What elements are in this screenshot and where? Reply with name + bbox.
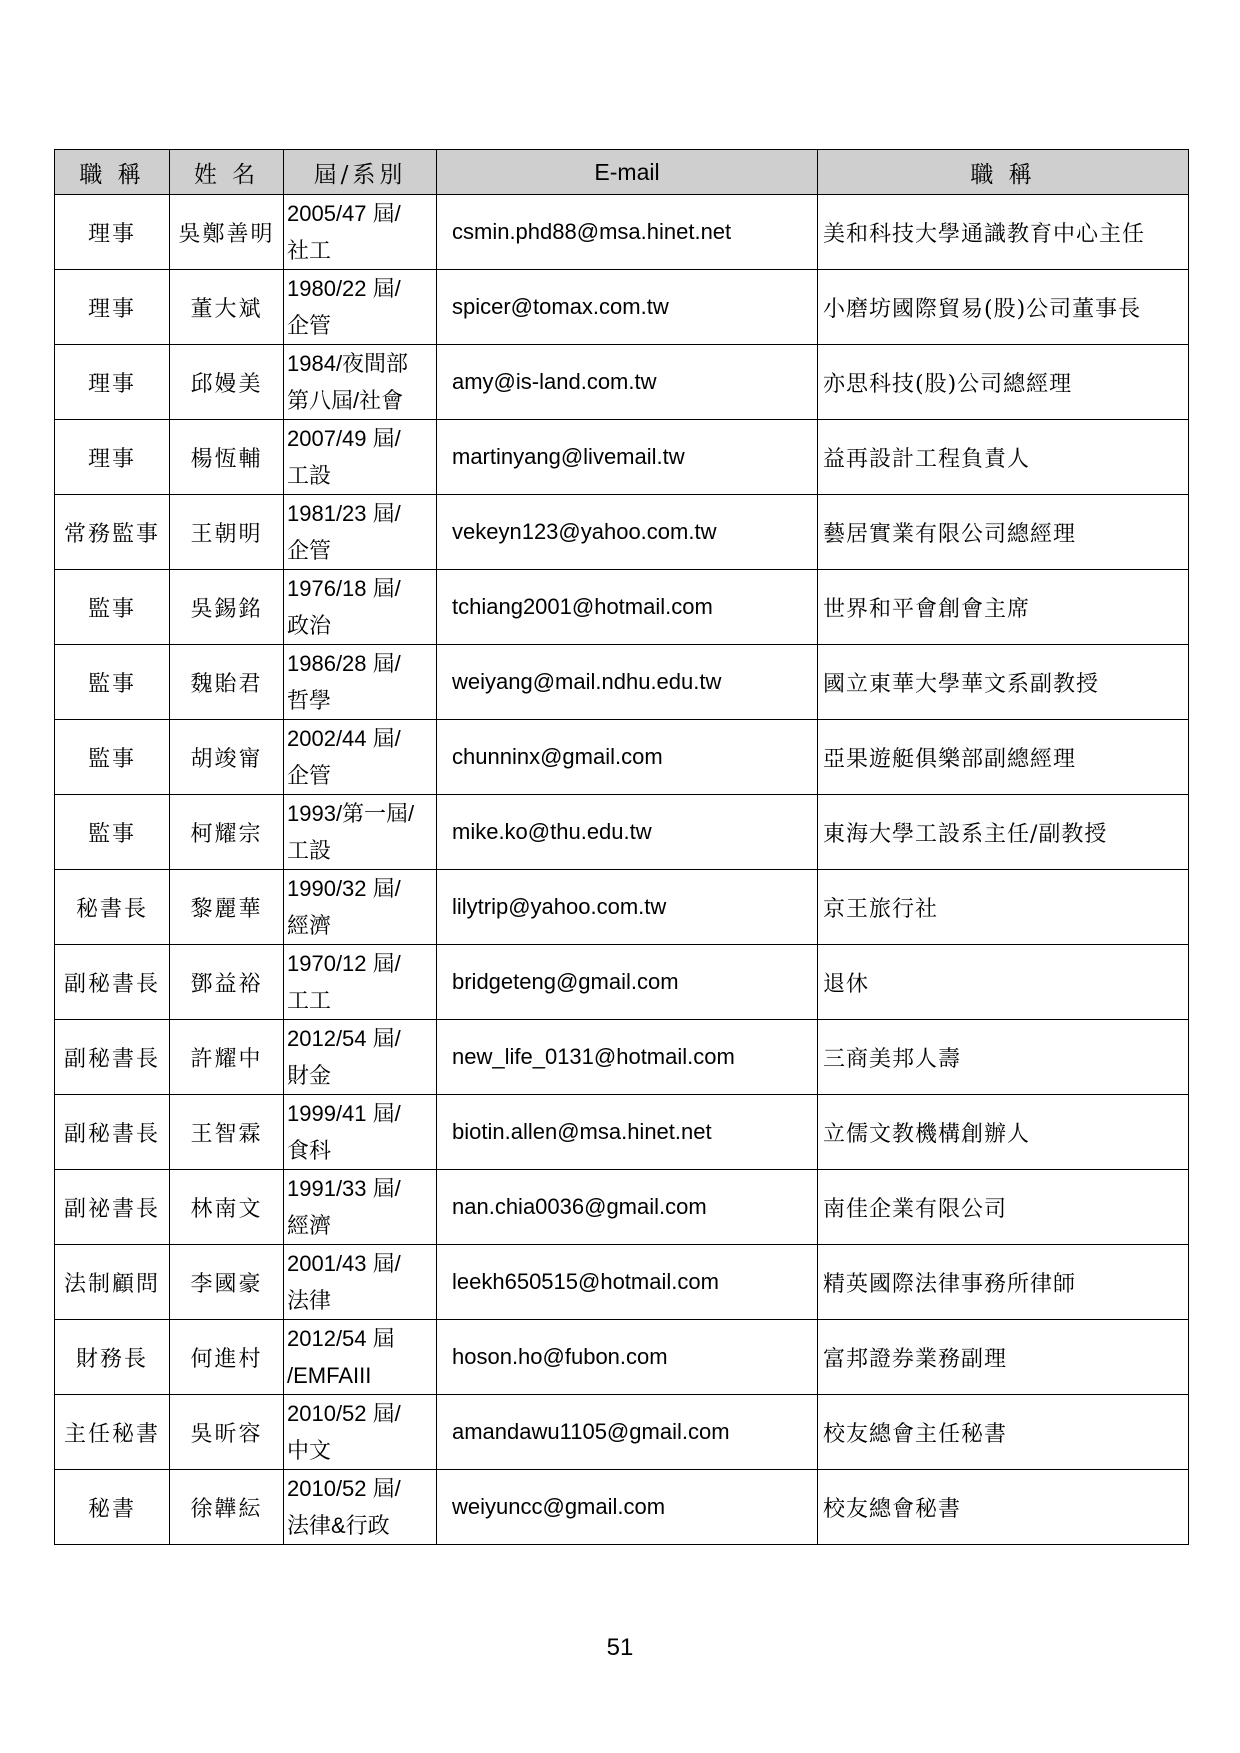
table-row — [55, 345, 1189, 420]
cell-job: 世界和平會創會主席 — [818, 570, 1189, 645]
cell-name: 吳昕容 — [170, 1395, 284, 1470]
cell-title: 副秘書長 — [55, 1095, 170, 1170]
class-text: 2010/52 屆/ 中文 — [287, 1401, 401, 1463]
class-text: 2012/54 屆 /EMFAIII — [287, 1326, 395, 1388]
cell-name: 胡竣甯 — [170, 720, 284, 795]
table-row — [55, 270, 1189, 345]
cell-class — [284, 645, 437, 720]
cell-email: amy@is-land.com.tw — [437, 345, 818, 420]
class-text: 2012/54 屆/ 財金 — [287, 1026, 401, 1088]
cell-name: 王智霖 — [170, 1095, 284, 1170]
cell-title: 秘書 — [55, 1470, 170, 1545]
cell-email: chunninx@gmail.com — [437, 720, 818, 795]
table-row — [55, 195, 1189, 270]
table-row — [55, 1245, 1189, 1320]
cell-name: 魏貽君 — [170, 645, 284, 720]
cell-email: hoson.ho@fubon.com — [437, 1320, 818, 1395]
cell-title: 理事 — [55, 345, 170, 420]
cell-class — [284, 420, 437, 495]
header-name: 姓 名 — [170, 150, 284, 195]
cell-name: 柯耀宗 — [170, 795, 284, 870]
cell-job: 退休 — [818, 945, 1189, 1020]
cell-name: 邱嫚美 — [170, 345, 284, 420]
class-text: 1993/第一屆/ 工設 — [287, 801, 415, 863]
cell-name: 鄧益裕 — [170, 945, 284, 1020]
cell-name: 王朝明 — [170, 495, 284, 570]
cell-class — [284, 870, 437, 945]
class-text: 1986/28 屆/ 哲學 — [287, 651, 401, 713]
class-text: 1981/23 屆/ 企管 — [287, 501, 401, 563]
cell-title: 秘書長 — [55, 870, 170, 945]
table-row — [55, 1470, 1189, 1545]
cell-job: 小磨坊國際貿易(股)公司董事長 — [818, 270, 1189, 345]
class-text: 2002/44 屆/ 企管 — [287, 726, 401, 788]
cell-title: 主任秘書 — [55, 1395, 170, 1470]
cell-class — [284, 195, 437, 270]
table-row — [55, 1095, 1189, 1170]
cell-title: 監事 — [55, 570, 170, 645]
cell-title: 財務長 — [55, 1320, 170, 1395]
cell-email: leekh650515@hotmail.com — [437, 1245, 818, 1320]
cell-job: 益再設計工程負責人 — [818, 420, 1189, 495]
table-row — [55, 795, 1189, 870]
cell-email: weiyuncc@gmail.com — [437, 1470, 818, 1545]
cell-job: 三商美邦人壽 — [818, 1020, 1189, 1095]
cell-class — [284, 345, 437, 420]
cell-title: 監事 — [55, 645, 170, 720]
cell-email: nan.chia0036@gmail.com — [437, 1170, 818, 1245]
cell-email: lilytrip@yahoo.com.tw — [437, 870, 818, 945]
cell-email: amandawu1105@gmail.com — [437, 1395, 818, 1470]
cell-title: 法制顧問 — [55, 1245, 170, 1320]
class-text: 2005/47 屆/ 社工 — [287, 201, 401, 263]
table-row — [55, 420, 1189, 495]
header-title: 職 稱 — [55, 150, 170, 195]
cell-name: 黎麗華 — [170, 870, 284, 945]
table-row — [55, 570, 1189, 645]
cell-class — [284, 1395, 437, 1470]
cell-class — [284, 270, 437, 345]
table-row — [55, 945, 1189, 1020]
cell-name: 楊恆輔 — [170, 420, 284, 495]
cell-name: 林南文 — [170, 1170, 284, 1245]
cell-name: 李國豪 — [170, 1245, 284, 1320]
cell-class — [284, 495, 437, 570]
cell-class — [284, 1320, 437, 1395]
cell-email: weiyang@mail.ndhu.edu.tw — [437, 645, 818, 720]
cell-email: csmin.phd88@msa.hinet.net — [437, 195, 818, 270]
cell-email: new_life_0131@hotmail.com — [437, 1020, 818, 1095]
cell-job: 藝居實業有限公司總經理 — [818, 495, 1189, 570]
class-text: 1980/22 屆/ 企管 — [287, 276, 401, 338]
table-row — [55, 1170, 1189, 1245]
cell-job: 富邦證券業務副理 — [818, 1320, 1189, 1395]
cell-title: 監事 — [55, 795, 170, 870]
cell-class — [284, 720, 437, 795]
cell-name: 徐韡紜 — [170, 1470, 284, 1545]
cell-job: 京王旅行社 — [818, 870, 1189, 945]
class-text: 1976/18 屆/ 政治 — [287, 576, 401, 638]
class-text: 2001/43 屆/ 法律 — [287, 1251, 401, 1313]
cell-title: 副秘書長 — [55, 945, 170, 1020]
cell-job: 南佳企業有限公司 — [818, 1170, 1189, 1245]
header-email: E-mail — [437, 150, 818, 195]
alumni-officer-table — [54, 149, 1189, 1545]
cell-name: 吳鄭善明 — [170, 195, 284, 270]
class-text: 1984/夜間部 第八屆/社會 — [287, 351, 409, 413]
cell-class — [284, 795, 437, 870]
class-text: 2007/49 屆/ 工設 — [287, 426, 401, 488]
cell-name: 吳錫銘 — [170, 570, 284, 645]
cell-job: 校友總會主任秘書 — [818, 1395, 1189, 1470]
header-class: 屆/系別 — [284, 150, 437, 195]
cell-job: 校友總會秘書 — [818, 1470, 1189, 1545]
table-row — [55, 720, 1189, 795]
cell-class — [284, 945, 437, 1020]
cell-title: 副祕書長 — [55, 1170, 170, 1245]
cell-email: bridgeteng@gmail.com — [437, 945, 818, 1020]
table-row — [55, 645, 1189, 720]
class-text: 1991/33 屆/ 經濟 — [287, 1176, 401, 1238]
table-row — [55, 1020, 1189, 1095]
cell-title: 副秘書長 — [55, 1020, 170, 1095]
cell-title: 理事 — [55, 270, 170, 345]
table-row — [55, 1395, 1189, 1470]
table-row — [55, 1320, 1189, 1395]
cell-email: biotin.allen@msa.hinet.net — [437, 1095, 818, 1170]
table-row — [55, 495, 1189, 570]
cell-class — [284, 1020, 437, 1095]
cell-job: 亞果遊艇俱樂部副總經理 — [818, 720, 1189, 795]
cell-name: 董大斌 — [170, 270, 284, 345]
cell-title: 理事 — [55, 195, 170, 270]
cell-job: 亦思科技(股)公司總經理 — [818, 345, 1189, 420]
cell-title: 理事 — [55, 420, 170, 495]
header-job: 職 稱 — [818, 150, 1189, 195]
table-body — [55, 195, 1189, 1545]
cell-class — [284, 1470, 437, 1545]
cell-class — [284, 570, 437, 645]
cell-job: 精英國際法律事務所律師 — [818, 1245, 1189, 1320]
cell-job: 美和科技大學通識教育中心主任 — [818, 195, 1189, 270]
table-header-row — [55, 150, 1189, 195]
class-text: 2010/52 屆/ 法律&行政 — [287, 1476, 401, 1538]
cell-email: mike.ko@thu.edu.tw — [437, 795, 818, 870]
page-number: 51 — [606, 1634, 634, 1661]
table-row — [55, 870, 1189, 945]
class-text: 1990/32 屆/ 經濟 — [287, 876, 401, 938]
cell-email: vekeyn123@yahoo.com.tw — [437, 495, 818, 570]
cell-job: 國立東華大學華文系副教授 — [818, 645, 1189, 720]
cell-email: tchiang2001@hotmail.com — [437, 570, 818, 645]
cell-email: martinyang@livemail.tw — [437, 420, 818, 495]
cell-job: 立儒文教機構創辦人 — [818, 1095, 1189, 1170]
cell-email: spicer@tomax.com.tw — [437, 270, 818, 345]
cell-class — [284, 1170, 437, 1245]
cell-class — [284, 1245, 437, 1320]
class-text: 1999/41 屆/ 食科 — [287, 1101, 401, 1163]
cell-title: 監事 — [55, 720, 170, 795]
cell-title: 常務監事 — [55, 495, 170, 570]
class-text: 1970/12 屆/ 工工 — [287, 951, 401, 1013]
cell-job: 東海大學工設系主任/副教授 — [818, 795, 1189, 870]
cell-name: 許耀中 — [170, 1020, 284, 1095]
cell-class — [284, 1095, 437, 1170]
cell-name: 何進村 — [170, 1320, 284, 1395]
